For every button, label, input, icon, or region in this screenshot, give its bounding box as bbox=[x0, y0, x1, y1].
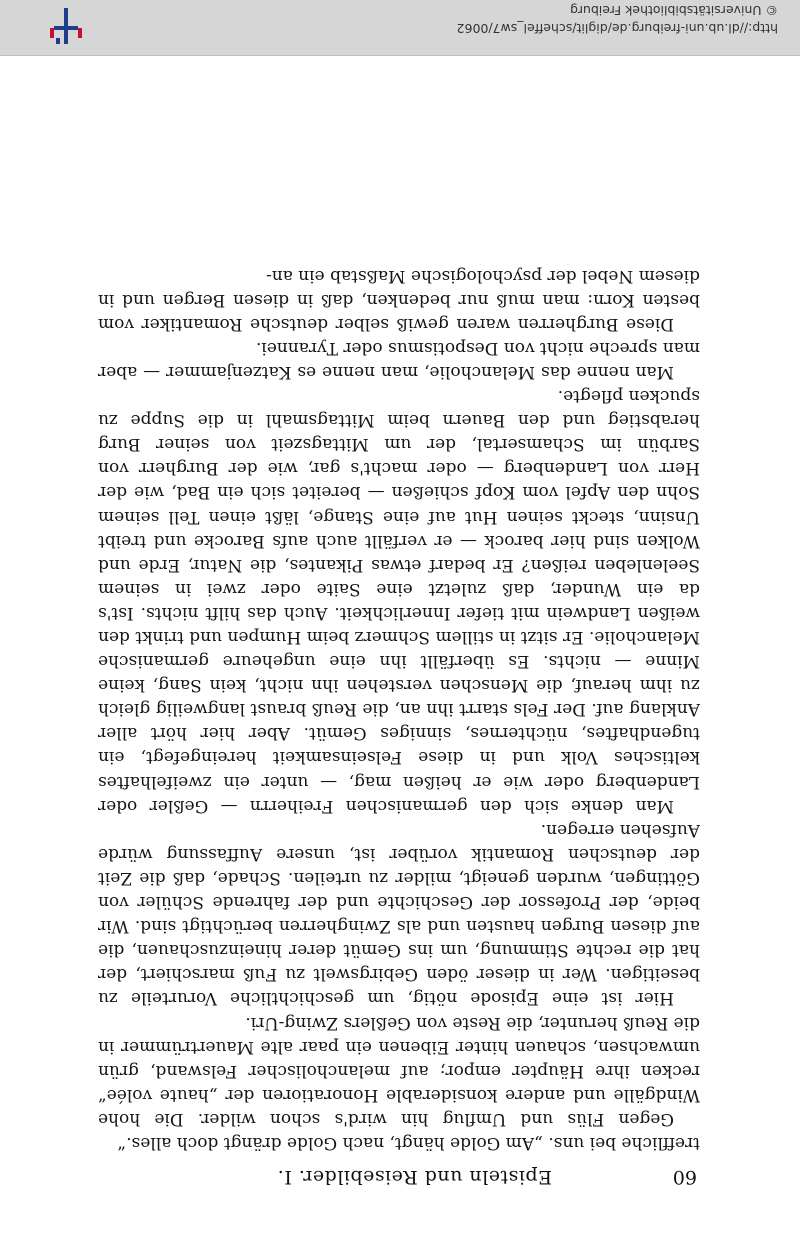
paragraph: Diese Burgherren waren gewiß selber deutsche Romantiker vom besten Korn: man muß nur bedenken, daß in diesen Bergen und in diesem Nebel der psychologische Maßstab ein an- bbox=[98, 265, 700, 334]
source-url-link[interactable]: http://dl.ub.uni-freiburg.de/diglit/scheffel_sw7/0062 bbox=[456, 21, 778, 36]
body-text bbox=[98, 264, 700, 1155]
page-number: 60 bbox=[672, 1166, 697, 1188]
paragraph: Gegen Flüs und Umflug hin wird's schon wilder. Die hohe Windgälle und andere konsiderable Honoratioren der „haute volée“ recken ihre Häupter empor; auf melancholischer Felswand, grün umwachsen, schauen hinter Eibenen ein paar alte Mauertrümmer in die Reuß herunter, die Reste von Geßlers Zwing-Uri. bbox=[98, 1012, 700, 1129]
paragraph: Man nenne das Melancholie, man nenne es Katzenjammer — aber man spreche nicht von Despotismus oder Tyrannei. bbox=[98, 337, 700, 382]
paragraph: Man denke sich den germanischen Freiherrn — Geßler oder Landenberg oder wie er heißen mag, — unter ein zweifelhaftes keltisches Volk und in diese Felseinsamkeit hereingefegt, ein tugendhaftes, nüchternes, sinniges Gemüt. Aber hier hört aller Anklang auf. Der Fels starrt ihn an, die Reuß braust langweilig gleich zu ihm herauf, die Menschen verstehen ihn nicht, kein Sang, keine Minne — nichts. Es überfällt ihn eine ungeheure germanische Melancholie. Er sitzt in stillem Schmerz beim Humpen und trinkt den weißen Landwein mit tiefer Innerlichkeit. Auch das hilft nichts. Ist's da ein Wunder, daß zuletzt eine Saite oder zwei in seinem Seelenleben reißen? Er bedarf etwas Pikantes, die Natur, Erde und Wolken sind hier barock — er verfällt auch aufs Barocke und treibt Unsinn, steckt seinen Hut auf eine Stange, läßt einen Tell seinem Sohn den Apfel vom Kopf schießen — bereitet sich ein Bad, wie der Herr von Landenberg — oder macht's gar, wie der Burgherr von Sarbün im Schamsertal, der um Mittagszeit von seiner Burg herabstieg und den Bauern beim Mittagsmahl in die Suppe zu spucken pflegte. bbox=[98, 386, 700, 816]
university-library-logo-icon bbox=[46, 6, 86, 46]
running-head: Episteln und Reisebilder. I. bbox=[277, 1166, 552, 1188]
paragraph: Hier ist eine Episode nötig, um geschichtliche Vorurteile zu beseitigen. Wer in dieser öden Gebirgswelt zu Fuß marschiert, der hat die rechte Stimmung, um ins Gemüt derer hineinzuschauen, die auf diesen Burgen hausten und als Zwingherren berüchtigt sind. Wir beide, der Professor der Geschichte und der fahrende Schüler von Göttingen, wurden geneigt, milder zu urteilen. Schade, daß die Zeit der deutschen Romantik vorüber ist, unsere Auffassung würde Aufsehen erregen. bbox=[98, 819, 700, 1009]
paragraph: treffliche bei uns. „Am Golde hängt, nach Golde drängt doch alles.“ bbox=[117, 1133, 700, 1153]
copyright-notice: © Universitätsbibliothek Freiburg bbox=[570, 3, 778, 18]
